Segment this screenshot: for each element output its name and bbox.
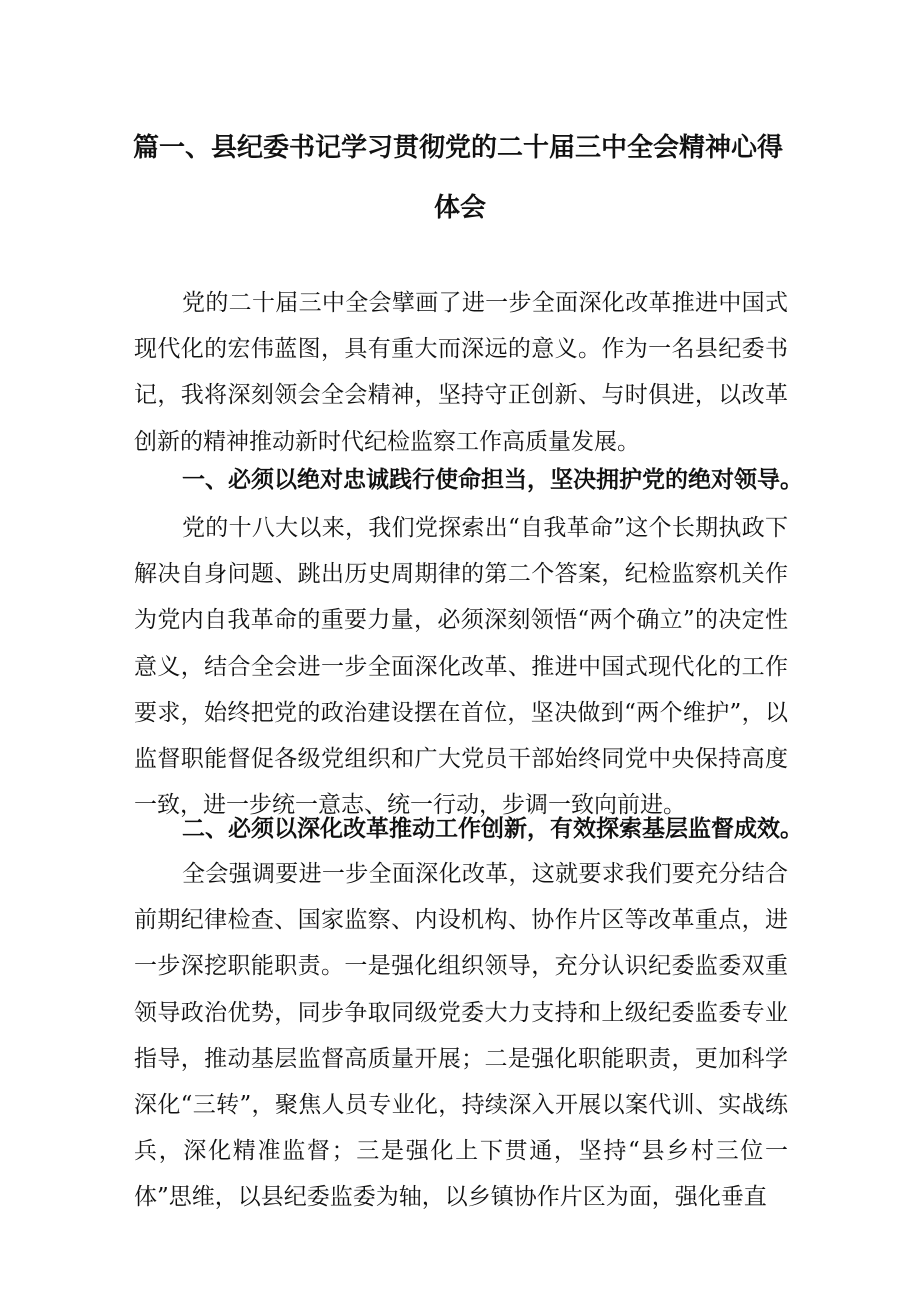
document-title-line-2: 体会 xyxy=(433,193,486,223)
document-title-line-1: 篇一、县纪委书记学习贯彻党的二十届三中全会精神心得 xyxy=(133,133,784,163)
section-2-heading: 二、必须以深化改革推动工作创新，有效探索基层监督成效。 xyxy=(182,816,803,842)
section-1-paragraph: 党的十八大以来，我们党探索出“自我革命”这个长期执政下解决自身问题、跳出历史周期律的第二个答案，纪检监察机关作为党内自我革命的重要力量，必须深刻领悟“两个确立”的决定性意义，结合全会进一步全面深化改革、推进中国式现代化的工作要求，始终把党的政治建设摆在首位，坚决做到“两个维护”，以监督职能督促各级党组织和广大党员干部始终同党中央保持高度一致，进一步统一意志、统一行动，步调一致向前进。 xyxy=(134,515,788,819)
section-2-paragraph: 全会强调要进一步全面深化改革，这就要求我们要充分结合前期纪律检查、国家监察、内设机构、协作片区等改革重点，进一步深挖职能职责。一是强化组织领导，充分认识纪委监委双重领导政治优势，同步争取同级党委大力支持和上级纪委监委专业指导，推动基层监督高质量开展；二是强化职能职责，更加科学深化“三转”，聚焦人员专业化，持续深入开展以案代训、实战练兵，深化精准监督；三是强化上下贯通，坚持“县乡村三位一体”思维，以县纪委监委为轴，以乡镇协作片区为面，强化垂直 xyxy=(134,861,788,1211)
intro-paragraph: 党的二十届三中全会擘画了进一步全面深化改革推进中国式现代化的宏伟蓝图，具有重大而深远的意义。作为一名县纪委书记，我将深刻领会全会精神，坚持守正创新、与时俱进，以改革创新的精神推动新时代纪检监察工作高质量发展。 xyxy=(134,290,788,455)
section-1-heading: 一、必须以绝对忠诚践行使命担当，坚决拥护党的绝对领导。 xyxy=(182,467,803,493)
